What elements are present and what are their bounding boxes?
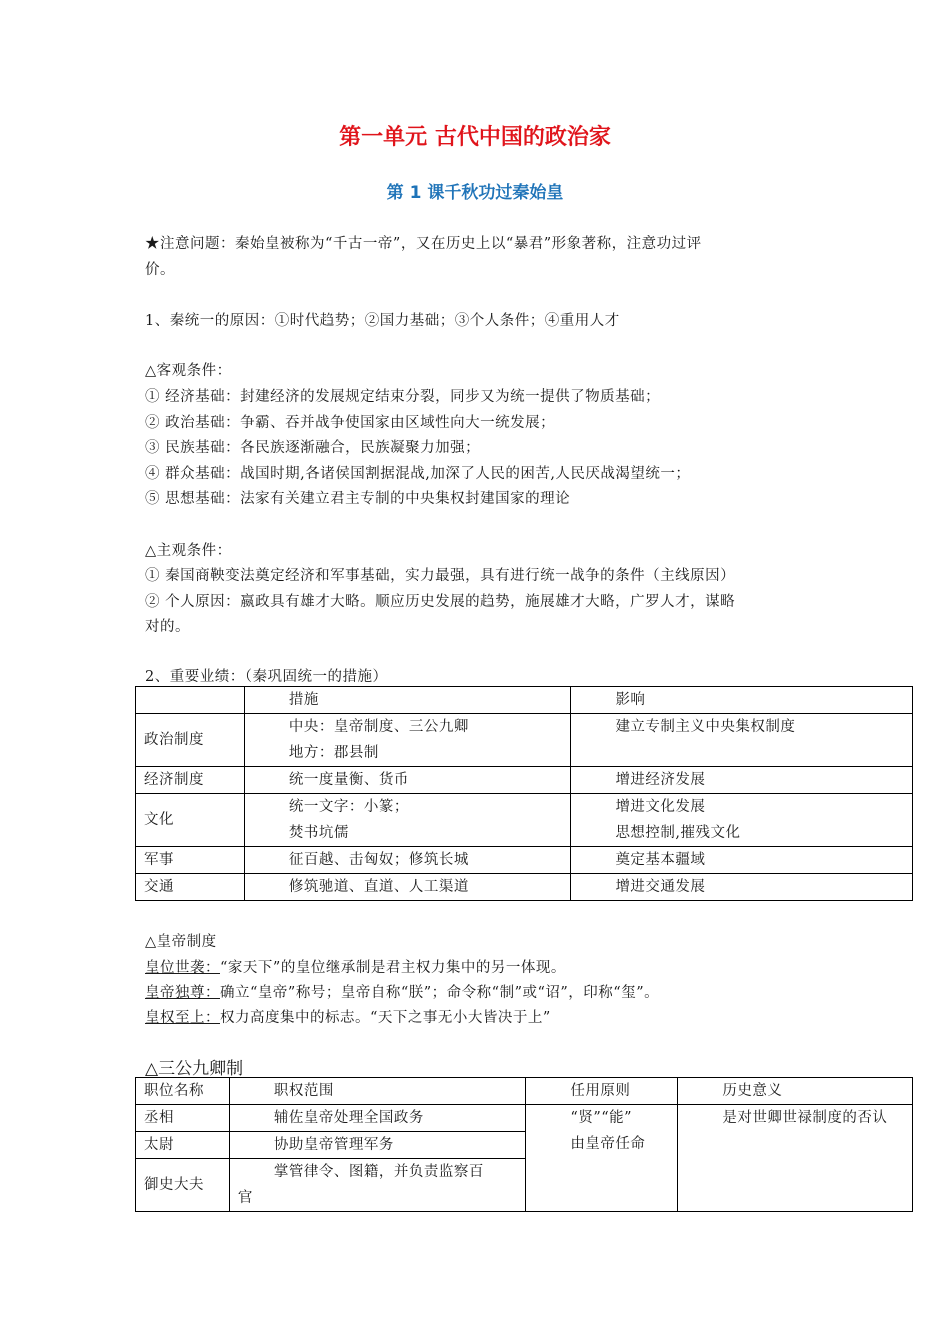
achievements-heading: 2、重要业绩：（秦巩固统一的措施） [145,669,388,685]
measure-line: 地方：郡县制 [288,745,379,761]
note-line-2: 价。 [145,262,175,278]
subjective-item: 对的。 [145,619,190,635]
header-cell: 职位名称 [136,1078,230,1105]
header-cell: 措施 [244,687,571,714]
measures-cell: 修筑驰道、直道、人工渠道 [244,874,571,901]
impact-cell [571,714,913,767]
title-cell: 御史大夫 [136,1159,230,1212]
area-cell: 交通 [136,874,245,901]
impact-cell [571,794,913,847]
emperor-item-label: 皇权至上： [145,1010,220,1026]
area-cell: 经济制度 [136,767,245,794]
emperor-item [145,981,659,1002]
table-row [136,874,913,901]
measure-line: 焚书坑儒 [288,825,349,841]
area-cell: 政治制度 [136,714,245,767]
table-row [136,847,913,874]
emperor-item-label: 皇位世袭： [145,960,220,976]
duty-line: 官 [237,1190,253,1206]
title-cell: 太尉 [136,1132,230,1159]
impact-line [615,740,904,766]
header-cell: 影响 [571,687,913,714]
principle-line: 由皇帝任命 [570,1136,646,1152]
significance-cell: 是对世卿世禄制度的否认 [678,1105,913,1212]
objective-item: ⑤ 思想基础：法家有关建立君主专制的中央集权封建国家的理论 [145,491,571,507]
impact-line: 思想控制,摧残文化 [615,825,741,841]
unit-title: 第一单元 古代中国的政治家 [339,125,611,150]
subjective-heading: △主观条件： [145,543,232,559]
header-cell: 任用原则 [526,1078,678,1105]
header-cell [136,687,245,714]
title-cell: 丞相 [136,1105,230,1132]
objective-item: ③ 民族基础：各民族逐渐融合，民族凝聚力加强； [145,440,481,456]
measure-line: 统一文字：小篆； [288,799,409,815]
emperor-heading: △皇帝制度 [145,934,217,950]
emperor-item-label: 皇帝独尊： [145,985,220,1001]
table-header-row [136,1078,913,1105]
measures-cell [244,714,571,767]
emperor-item-text: 权力高度集中的标志。“天下之事无小大皆决于上” [220,1010,551,1026]
principle-line: “贤”“能” [570,1110,633,1126]
table-row [136,794,913,847]
note-line-1: ★注意问题：秦始皇被称为“千古一帝”，又在历史上以“暴君”形象著称，注意功过评 [145,236,702,252]
table-row [136,1105,913,1132]
objective-item: ① 经济基础：封建经济的发展规定结束分裂，同步又为统一提供了物质基础； [145,389,661,405]
ministers-heading: △三公九卿制 [145,1059,244,1079]
duty-cell [229,1159,526,1212]
principle-cell [526,1105,678,1212]
impact-cell: 增进经济发展 [571,767,913,794]
table-row [136,767,913,794]
duty-cell: 辅佐皇帝处理全国政务 [229,1105,526,1132]
objective-item: ④ 群众基础：战国时期,各诸侯国割据混战,加深了人民的困苦,人民厌战渴望统一； [145,466,691,482]
measures-cell: 统一度量衡、货币 [244,767,571,794]
impact-line: 增进文化发展 [615,799,706,815]
achievements-table [135,686,913,901]
subjective-item: ① 秦国商鞅变法奠定经济和军事基础，实力最强，具有进行统一战争的条件（主线原因） [145,568,736,584]
measure-line: 中央：皇帝制度、三公九卿 [288,719,469,735]
lesson-title: 第 1 课千秋功过秦始皇 [386,183,564,203]
objective-item: ② 政治基础：争霸、吞并战争使国家由区域性向大一统发展； [145,415,556,431]
ministers-table [135,1077,913,1212]
duty-cell: 协助皇帝管理军务 [229,1132,526,1159]
measures-cell: 征百越、击匈奴；修筑长城 [244,847,571,874]
objective-heading: △客观条件： [145,363,232,379]
header-cell: 历史意义 [678,1078,913,1105]
emperor-item [145,1006,551,1027]
emperor-item [145,956,566,977]
table-header-row [136,687,913,714]
emperor-item-text: 确立“皇帝”称号；皇帝自称“朕”；命令称“制”或“诏”，印称“玺”。 [220,985,660,1001]
reasons-line: 1、秦统一的原因：①时代趋势；②国力基础；③个人条件；④重用人才 [145,313,620,329]
measures-cell [244,794,571,847]
area-cell: 军事 [136,847,245,874]
duty-line: 掌管律令、图籍，并负责监察百 [273,1164,484,1180]
table-row [136,714,913,767]
impact-line: 建立专制主义中央集权制度 [615,719,796,735]
subjective-item: ② 个人原因：嬴政具有雄才大略。顺应历史发展的趋势，施展雄才大略，广罗人才，谋略 [145,594,736,610]
emperor-item-text: “家天下”的皇位继承制是君主权力集中的另一体现。 [220,960,566,976]
impact-cell: 增进交通发展 [571,874,913,901]
area-cell: 文化 [136,794,245,847]
impact-cell: 奠定基本疆域 [571,847,913,874]
header-cell: 职权范围 [229,1078,526,1105]
